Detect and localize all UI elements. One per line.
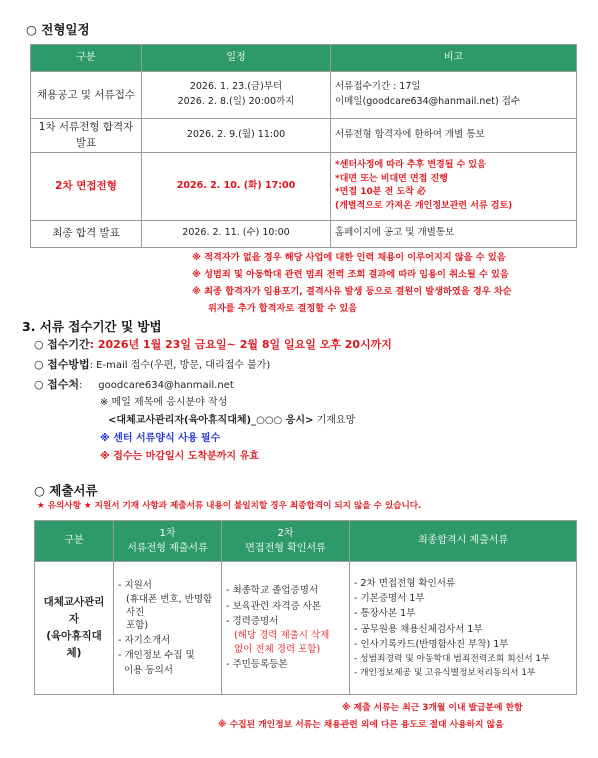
header-category: 구분 (31, 45, 142, 72)
table-row (31, 220, 577, 247)
list-item: 이용 동의서 (118, 665, 173, 677)
bullet-circle-icon: ○ (34, 338, 48, 351)
sub-note-3: ※ 센터 서류양식 사용 필수 (100, 433, 221, 444)
list-item: - 인사기록카드(반명함사진 부착) 1부 (354, 638, 509, 650)
table-row (31, 119, 577, 153)
row-label: 1차 서류전형 합격자 발표 (31, 119, 142, 153)
sub-note-2-tail: 기재요망 (313, 415, 356, 426)
docs-round1-list (114, 562, 222, 695)
schedule-note: ※ 성범죄 및 아동학대 관련 범죄 전력 조회 결과에 따라 임용이 취소될 수 있음 (192, 269, 509, 280)
method-row (34, 356, 270, 372)
note-line: *대면 또는 비대면 면접 진행 (335, 173, 448, 184)
list-item: - 자기소개서 (118, 634, 171, 646)
docs-final-list (350, 562, 577, 695)
row-date: 2026. 2. 11. (수) 10:00 (142, 220, 331, 247)
list-item-sub: 포함) (126, 620, 149, 632)
docs-note-2: ※ 수집된 개인정보 서류는 채용관련 외에 다른 용도로 절대 사용하지 않음 (218, 720, 504, 730)
docs-header-round1: 1차 서류전형 제출서류 (114, 521, 222, 562)
table-row (35, 562, 577, 695)
schedule-note: ※ 최종 합격자가 임용포기, 결격사유 발생 등으로 결원이 발생하였을 경우 차순 (192, 286, 512, 297)
list-item: - 성범죄경력 및 아동학대 범죄전력조회 회신서 1부 (354, 653, 550, 664)
schedule-note: ※ 적격자가 없을 경우 해당 사업에 대한 인력 채용이 이루어지지 않을 수 있음 (192, 252, 506, 263)
table-row (31, 72, 577, 119)
list-item: - 기본증명서 1부 (354, 593, 425, 605)
list-item: - 2차 면접전형 확인서류 (354, 577, 456, 589)
docs-round2-list (222, 562, 350, 695)
row-label: 최종 합격 발표 (31, 220, 142, 247)
list-item: - 경력증명서 (226, 615, 279, 627)
period-value: : 2026년 1월 23일 금요일~ 2월 8일 일요일 오후 20시까지 (89, 338, 392, 351)
schedule-table (30, 44, 577, 248)
section3-title: 3. 서류 접수기간 및 방법 (22, 319, 162, 334)
docs-header-round2: 2차 면접전형 확인서류 (222, 521, 350, 562)
row-note (331, 152, 577, 220)
list-item: - 통장사본 1부 (354, 608, 416, 620)
list-item-sub: (휴대폰 번호, 반명함 사진 (126, 593, 213, 619)
table-row (31, 152, 577, 220)
docs-header-final: 최종합격시 제출서류 (350, 521, 577, 562)
list-item: - 주민등록등본 (226, 659, 288, 671)
place-label: 접수처 (47, 378, 79, 391)
docs-note-1: ※ 제출 서류는 최근 3개월 이내 발급분에 한함 (342, 703, 523, 713)
row-label: 채용공고 및 서류접수 (31, 72, 142, 119)
docs-header-category: 구분 (35, 521, 114, 562)
method-value: : E-mail 접수(우편, 방문, 대리접수 불가) (89, 360, 271, 371)
list-item-sub: 없이 전체 경력 포함) (234, 644, 321, 656)
docs-title: ○ 제출서류 (34, 483, 98, 498)
list-item: - 공무원용 채용신체검사서 1부 (354, 623, 483, 635)
sub-note-4: ※ 접수는 마감일시 도착분까지 유효 (100, 451, 259, 462)
row-date (142, 72, 331, 119)
place-value: : goodcare634@hanmail.net (79, 380, 234, 391)
bullet-circle-icon: ○ (34, 378, 48, 391)
list-item: - 개인정보제공 및 고유식별정보처리동의서 1부 (354, 667, 536, 678)
sub-note-1: ※ 메일 제목에 응시분야 작성 (100, 397, 228, 408)
row-label: 2차 면접전형 (31, 152, 142, 220)
row-note: 홈페이지에 공고 및 개별통보 (331, 220, 577, 247)
header-date: 일정 (142, 45, 331, 72)
schedule-title: ○ 전형일정 (26, 22, 90, 37)
row-date: 2026. 2. 9.(월) 11:00 (142, 119, 331, 153)
list-item: - 보육관련 자격증 사본 (226, 600, 322, 612)
sub-note-2-bold: <대체교사관리자(육아휴직대체)_○○○ 응시> (108, 415, 314, 426)
bullet-circle-icon: ○ (34, 358, 48, 371)
docs-warning: ★ 유의사항 ★ 지원서 기재 사항과 제출서류 내용이 불일치할 경우 최종합격이 되지 않을 수 있습니다. (37, 501, 422, 511)
docs-table (34, 520, 577, 695)
period-row (34, 336, 392, 352)
row-date: 2026. 2. 10. (화) 17:00 (142, 152, 331, 220)
sub-note-2 (108, 411, 355, 426)
note-line: *면접 10분 전 도착 必 (335, 187, 426, 198)
list-item-sub: (해당 경력 제출시 삭제 (234, 629, 330, 641)
date-line: 2026. 2. 8.(일) 20:00까지 (177, 96, 295, 107)
period-label: 접수기간 (47, 338, 90, 351)
method-label: 접수방법 (47, 358, 90, 371)
note-line: 서류접수기간 : 17일 (335, 81, 421, 93)
header-note: 비고 (331, 45, 577, 72)
list-item: - 지원서 (118, 579, 152, 591)
row-note: 서류전형 합격자에 한하여 개별 통보 (331, 119, 577, 153)
note-line: (개별적으로 가져온 개인정보관련 서류 검토) (335, 200, 513, 211)
place-row (34, 376, 234, 392)
list-item: - 최종학교 졸업증명서 (226, 585, 319, 597)
note-line: *센터사정에 따라 추후 변경될 수 있음 (335, 160, 486, 171)
schedule-note: 위자를 추가 합격자로 결정할 수 있음 (208, 303, 358, 314)
list-item: - 개인정보 수집 및 (118, 649, 195, 661)
note-line: 이메일(goodcare634@hanmail.net) 접수 (335, 96, 521, 107)
row-note (331, 72, 577, 119)
docs-row-label: 대체교사관리자 (육아휴직대체) (35, 562, 114, 695)
date-line: 2026. 1. 23.(금)부터 (189, 81, 283, 93)
